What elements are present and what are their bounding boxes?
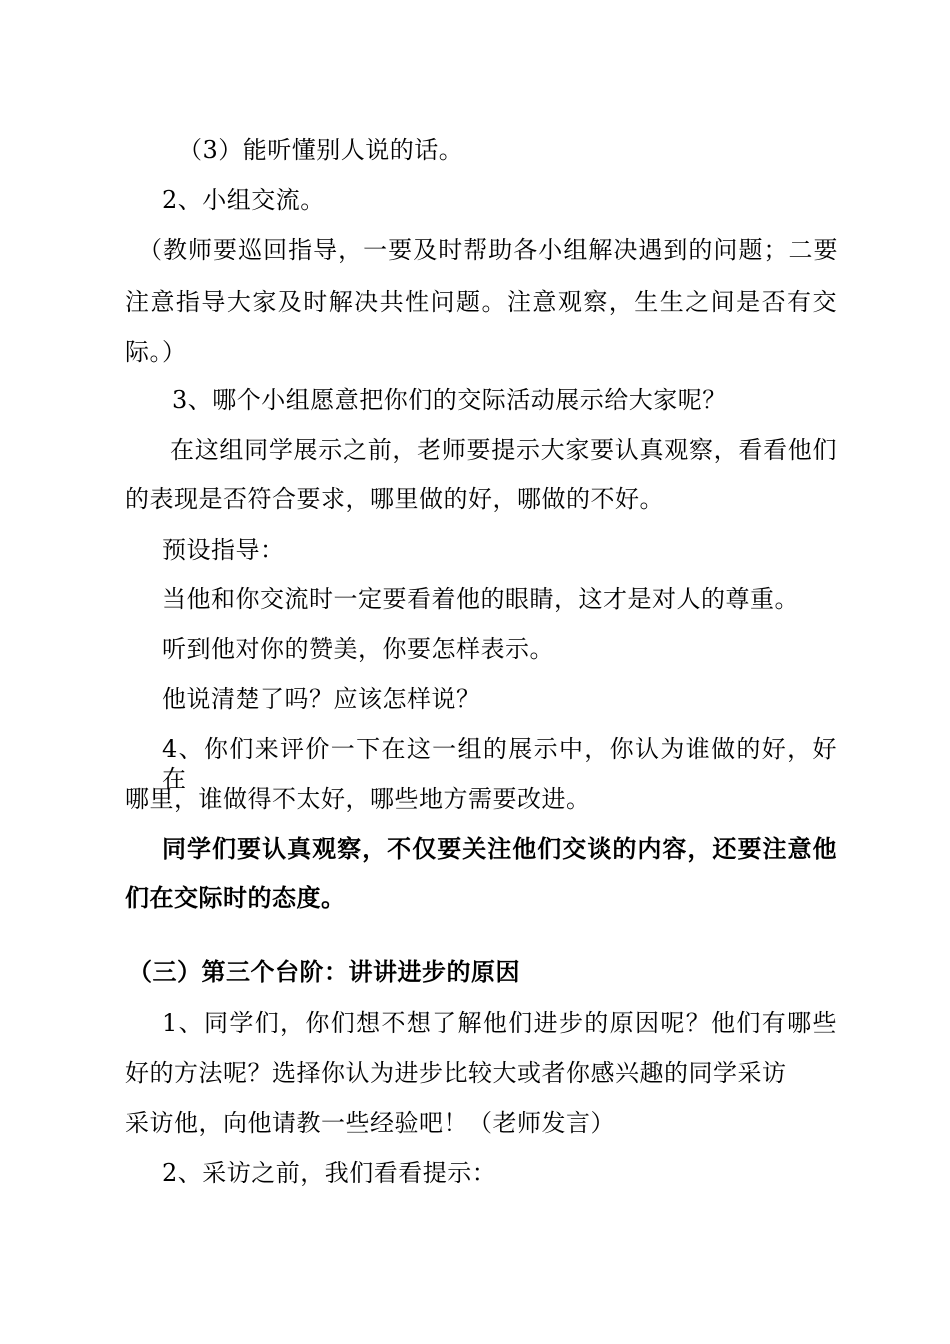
- text-line: 当他和你交流时一定要看着他的眼睛，这才是对人的尊重。: [162, 585, 799, 613]
- text-line: （3）能听懂别人说的话。: [178, 136, 464, 164]
- text-line: 在这组同学展示之前，老师要提示大家要认真观察，看看他们: [170, 436, 837, 464]
- text-line: 1、同学们，你们想不想了解他们进步的原因呢？他们有哪些: [162, 1009, 837, 1037]
- text-line: 预设指导：: [162, 536, 285, 564]
- text-line: 好的方法呢？选择你认为进步比较大或者你感兴趣的同学采访: [125, 1059, 787, 1087]
- text-line: 2、采访之前，我们看看提示：: [162, 1159, 497, 1187]
- text-line: 际。）: [125, 338, 187, 366]
- section-heading: （三）第三个台阶：讲讲进步的原因: [128, 958, 520, 986]
- text-line: 4、你们来评价一下在这一组的展示中，你认为谁做的好，好在: [162, 735, 837, 793]
- bold-text-line: 同学们要认真观察，不仅要关注他们交谈的内容，还要注意他: [162, 835, 837, 863]
- text-line: 注意指导大家及时解决共性问题。注意观察，生生之间是否有交: [125, 288, 837, 316]
- text-line: 3、哪个小组愿意把你们的交际活动展示给大家呢？: [172, 386, 727, 414]
- text-line: 2、小组交流。: [162, 186, 325, 214]
- text-line: 哪里，谁做得不太好，哪些地方需要改进。: [125, 785, 591, 813]
- text-line: 他说清楚了吗？应该怎样说？: [162, 685, 481, 713]
- text-line: 听到他对你的赞美，你要怎样表示。: [162, 635, 554, 663]
- text-line: （教师要巡回指导，一要及时帮助各小组解决遇到的问题；二要: [138, 236, 838, 264]
- bold-text-line: 们在交际时的态度。: [125, 884, 346, 912]
- text-line: 的表现是否符合要求，哪里做的好，哪做的不好。: [125, 485, 664, 513]
- text-line: 采访他，向他请教一些经验吧！（老师发言）: [125, 1109, 615, 1137]
